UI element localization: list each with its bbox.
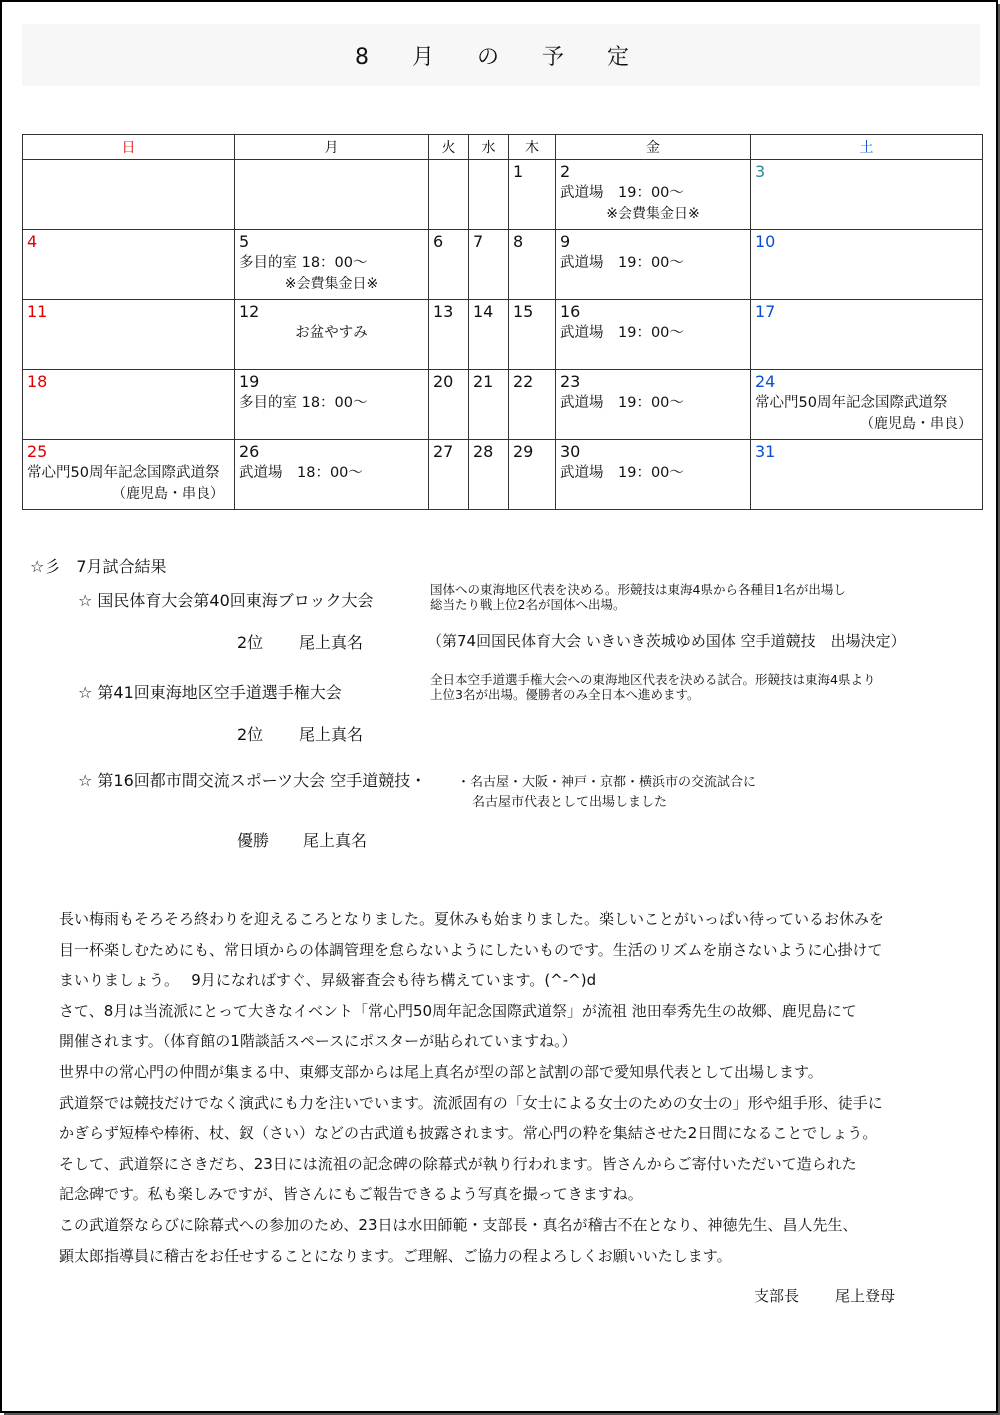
result-event-desc xyxy=(430,582,846,612)
desc-line: 国体への東海地区代表を決める。形競技は東海4県から各種目1名が出場し xyxy=(430,582,846,597)
calendar-week-4 xyxy=(23,370,983,440)
header-fri: 金 xyxy=(556,135,751,160)
event-text: 武道場 19：00～ xyxy=(560,395,684,411)
message-line: 目一杯楽しむためにも、常日頃からの体調管理を怠らないようにしたいものです。生活のリズムを崩さないように心掛けて xyxy=(59,940,883,959)
results-heading: ☆彡 7月試合結果 xyxy=(30,557,167,576)
event-text: 多目的室 18：00～ xyxy=(239,255,368,271)
header-tue: 火 xyxy=(429,135,469,160)
day-number: 10 xyxy=(755,232,776,251)
message-line: かぎらず短棒や棒術、杖、釵（さい）などの古武道も披露されます。常心門の粋を集結させた2日間になることでしょう。 xyxy=(59,1124,878,1143)
day-cell xyxy=(469,230,509,300)
signature-name: 尾上登母 xyxy=(835,1287,896,1305)
day-cell xyxy=(235,230,429,300)
day-cell xyxy=(751,160,983,230)
day-cell xyxy=(23,160,235,230)
day-number: 6 xyxy=(433,232,444,251)
result-extra: （第74回国民体育大会 いきいき茨城ゆめ国体 空手道競技 出場決定） xyxy=(427,632,906,650)
result-event-desc xyxy=(430,672,875,702)
day-cell xyxy=(509,440,556,510)
day-cell xyxy=(429,300,469,370)
message-line: そして、武道祭にさきだち、23日には流祖の記念碑の除幕式が執り行われます。皆さんからご寄付いただいて造られた xyxy=(59,1154,857,1173)
day-cell xyxy=(556,160,751,230)
result-event-desc: 名古屋市代表として出場しました xyxy=(472,795,668,810)
day-number: 19 xyxy=(239,372,260,391)
event-note: ※会費集金日※ xyxy=(284,276,379,292)
event-note: ※会費集金日※ xyxy=(606,206,700,222)
day-cell xyxy=(23,300,235,370)
event-text: 武道場 19：00～ xyxy=(560,185,684,201)
day-cell xyxy=(509,300,556,370)
day-number: 18 xyxy=(27,372,48,391)
result-rank: 優勝 xyxy=(237,831,270,850)
message-line: 長い梅雨もそろそろ終わりを迎えるころとなりました。夏休みも始まりました。楽しいことがいっぱい待っているお休みを xyxy=(59,910,885,928)
day-cell xyxy=(429,370,469,440)
day-number: 8 xyxy=(513,232,524,251)
day-number: 26 xyxy=(239,442,260,461)
message-line: 武道祭では競技だけでなく演武にも力を注いでいます。流派固有の「女士による女士のための女士の」形や組手形、徒手に xyxy=(59,1093,883,1112)
day-cell xyxy=(469,440,509,510)
desc-line: 総当たり戦上位2名が国体へ出場。 xyxy=(430,597,626,612)
day-number: 15 xyxy=(513,302,534,321)
day-number: 13 xyxy=(433,302,454,321)
result-event-name: ☆ 第16回都市間交流スポーツ大会 空手道競技・ xyxy=(78,771,427,790)
day-cell xyxy=(23,230,235,300)
message-line: 顕太郎指導員に稽古をお任せすることになります。ご理解、ご協力の程よろしくお願いいたします。 xyxy=(59,1246,732,1265)
day-cell xyxy=(469,160,509,230)
day-number: 5 xyxy=(239,232,250,251)
day-cell xyxy=(469,300,509,370)
day-number: 7 xyxy=(473,232,484,251)
day-cell xyxy=(556,300,751,370)
result-event-name: ☆ 国民体育大会第40回東海ブロック大会 xyxy=(78,591,374,610)
event-text: 武道場 18：00～ xyxy=(239,465,363,481)
result-rank: 2位 xyxy=(237,725,264,744)
event-text: 多目的室 18：00～ xyxy=(239,395,368,411)
header-wed: 水 xyxy=(469,135,509,160)
result-person: 尾上真名 xyxy=(303,831,368,850)
event-note: （鹿児島・串良） xyxy=(860,416,972,432)
day-number: 2 xyxy=(560,162,571,181)
event-text: お盆やすみ xyxy=(295,325,368,341)
signature-role: 支部長 xyxy=(754,1287,800,1305)
header-sat: 土 xyxy=(751,135,983,160)
event-text: 常心門50周年記念国際武道祭 xyxy=(27,465,220,481)
day-number: 31 xyxy=(755,442,776,461)
event-text: 武道場 19：00～ xyxy=(560,255,684,271)
calendar-week-2 xyxy=(23,230,983,300)
day-number: 28 xyxy=(473,442,494,461)
day-cell xyxy=(556,440,751,510)
day-cell xyxy=(235,160,429,230)
day-cell xyxy=(751,370,983,440)
day-number: 29 xyxy=(513,442,534,461)
day-number: 22 xyxy=(513,372,534,391)
message-line: この武道祭ならびに除幕式への参加のため、23日は水田師範・支部長・真名が稽古不在となり、神徳先生、昌人先生、 xyxy=(59,1215,858,1234)
message-line: 開催されます。（体育館の1階談話スペースにポスターが貼られていますね。） xyxy=(59,1032,577,1051)
calendar-week-3 xyxy=(23,300,983,370)
day-cell xyxy=(235,300,429,370)
day-number: 21 xyxy=(473,372,494,391)
day-number: 11 xyxy=(27,302,48,321)
message-line: 記念碑です。私も楽しみですが、皆さんにもご報告できるよう写真を撮ってきますね。 xyxy=(59,1185,643,1204)
day-cell xyxy=(235,370,429,440)
day-cell xyxy=(23,440,235,510)
day-cell xyxy=(235,440,429,510)
day-number: 12 xyxy=(239,302,260,321)
day-number: 23 xyxy=(560,372,581,391)
day-number: 16 xyxy=(560,302,581,321)
day-number: 30 xyxy=(560,442,581,461)
day-cell xyxy=(556,230,751,300)
calendar-week-1 xyxy=(23,160,983,230)
message-line: まいりましょう。 9月になればすぐ、昇級審査会も待ち構えています。(^-^)d xyxy=(59,971,597,990)
message-paragraph xyxy=(59,904,979,1271)
result-event-name: ☆ 第41回東海地区空手道選手権大会 xyxy=(78,683,342,702)
day-cell xyxy=(429,440,469,510)
event-text: 常心門50周年記念国際武道祭 xyxy=(755,395,948,411)
event-text: 武道場 19：00～ xyxy=(560,465,684,481)
header-sun: 日 xyxy=(23,135,235,160)
day-cell xyxy=(751,300,983,370)
result-event-desc: ・名古屋・大阪・神戸・京都・横浜市の交流試合に xyxy=(457,775,757,790)
desc-line: 全日本空手道選手権大会への東海地区代表を決める試合。形競技は東海4県より xyxy=(430,672,876,687)
calendar-header-row xyxy=(23,135,983,160)
calendar-week-5 xyxy=(23,440,983,510)
event-text: 武道場 19：00～ xyxy=(560,325,684,341)
day-number: 25 xyxy=(27,442,48,461)
day-number: 14 xyxy=(473,302,494,321)
calendar-table xyxy=(22,134,983,510)
title-band xyxy=(22,24,980,86)
header-thu: 木 xyxy=(509,135,556,160)
message-line: 世界中の常心門の仲間が集まる中、東郷支部からは尾上真名が型の部と試割の部で愛知県代表として出場します。 xyxy=(59,1062,823,1081)
day-cell xyxy=(469,370,509,440)
event-note: （鹿児島・串良） xyxy=(112,486,224,502)
day-cell xyxy=(751,440,983,510)
day-cell xyxy=(509,230,556,300)
day-number: 1 xyxy=(513,162,524,181)
day-cell xyxy=(751,230,983,300)
day-cell xyxy=(429,160,469,230)
day-number: 27 xyxy=(433,442,454,461)
day-number: 17 xyxy=(755,302,776,321)
day-cell xyxy=(23,370,235,440)
day-cell xyxy=(509,160,556,230)
day-number: 24 xyxy=(755,372,776,391)
day-number: 4 xyxy=(27,232,38,251)
day-number: 9 xyxy=(560,232,571,251)
day-number: 3 xyxy=(755,162,766,181)
message-line: さて、8月は当流派にとって大きなイベント「常心門50周年記念国際武道祭」が流祖 池田奉秀先生の故郷、鹿児島にて xyxy=(59,1001,857,1020)
day-number: 20 xyxy=(433,372,454,391)
header-mon: 月 xyxy=(235,135,429,160)
desc-line: 上位3名が出場。優勝者のみ全日本へ進めます。 xyxy=(430,687,700,702)
result-rank: 2位 xyxy=(237,633,264,652)
day-cell xyxy=(509,370,556,440)
day-cell xyxy=(429,230,469,300)
day-cell xyxy=(556,370,751,440)
page-title: 8 月 の 予 定 xyxy=(355,44,647,70)
result-person: 尾上真名 xyxy=(299,725,364,744)
result-person: 尾上真名 xyxy=(299,633,364,652)
